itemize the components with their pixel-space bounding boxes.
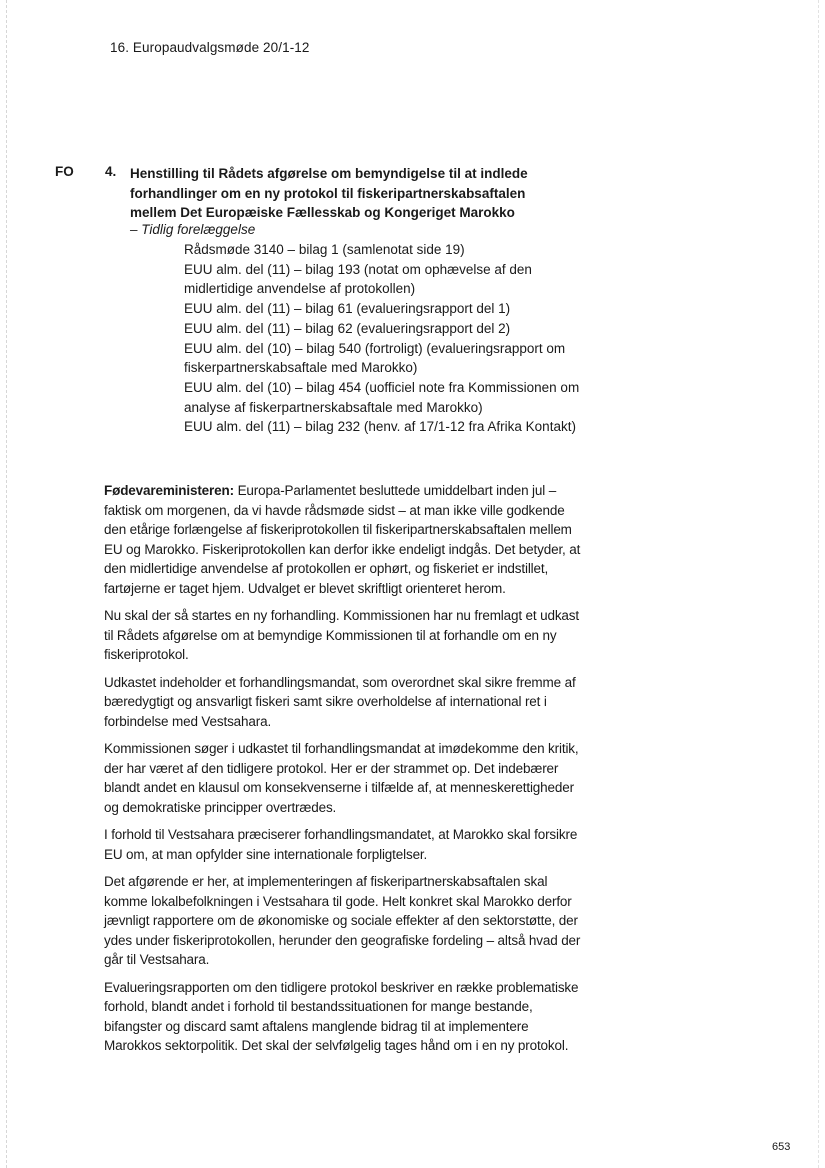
paragraph-text: Europa-Parlamentet besluttede umiddelbart inden jul – faktisk om morgenen, da vi havde rådsmøde sidst – at man ikke ville godkende den etårige forlængelse af fiskeriprotokollen til fiskeripartnerskabsaftalen mellem EU og Marokko. Fiskeriprotokollen kan derfor ikke endeligt indgås. Det betyder, at den midlertidige anvendelse af protokollen er ophørt, og fiskeriet er indstillet, fartøjerne er taget hjem. Udvalget er blevet skriftligt orienteret herom. <box>104 483 581 596</box>
body-paragraph: Kommissionen søger i udkastet til forhandlingsmandat at imødekomme den kritik, der har været af den tidligere protokol. Her er der strammet op. Det indebærer blandt andet en klausul om konsekvenserne i tilfælde af, at menneskerettigheder og demokratiske principper overtrædes. <box>104 741 579 815</box>
body-paragraph <box>104 481 586 598</box>
body-paragraph: I forhold til Vestsahara præciserer forhandlingsmandatet, at Marokko skal forsikre EU om, at man opfylder sine internationale forpligtelser. <box>104 827 578 862</box>
reference-item: Rådsmøde 3140 – bilag 1 (samlenotat side 19) <box>184 242 465 257</box>
reference-item: EUU alm. del (10) – bilag 454 (uofficiel note fra Kommissionen om analyse af fiskerpartnerskabsaftale med Marokko) <box>184 379 580 415</box>
body-paragraph: Det afgørende er her, at implementeringen af fiskeripartnerskabsaftalen skal komme lokalbefolkningen i Vestsahara til gode. Helt konkret skal Marokko derfor jævnligt rapportere om de økonomiske og sociale effekter af den sektorstøtte, der ydes under fiskeriprotokollen, herunder den geografiske fordeling – altså hvad der går til Vestsahara. <box>104 874 581 967</box>
minutes-body <box>104 481 586 1064</box>
item-number: 4. <box>105 164 117 179</box>
scan-edge-left <box>6 0 7 1168</box>
reference-item: EUU alm. del (11) – bilag 232 (henv. af 17/1-12 fra Afrika Kontakt) <box>184 419 576 435</box>
item-tag: FO <box>55 164 74 179</box>
page-number: 653 <box>772 1141 791 1153</box>
scan-edge-right <box>818 0 819 1168</box>
reference-item: EUU alm. del (11) – bilag 193 (notat om ophævelse af den midlertidige anvendelse af protokollen) <box>184 261 532 297</box>
body-paragraph: Udkastet indeholder et forhandlingsmandat, som overordnet skal sikre fremme af bæredygtigt og ansvarligt fiskeri samt sikre overholdelse af international ret i forbindelse med Vestsahara. <box>104 674 576 729</box>
page-header: 16. Europaudvalgsmøde 20/1-12 <box>110 40 310 55</box>
reference-item: EUU alm. del (11) – bilag 62 (evalueringsrapport del 2) <box>184 320 511 336</box>
body-paragraph: Evalueringsrapporten om den tidligere protokol beskriver en række problematiske forhold, blandt andet i forhold til bestandssituationen for mange bestande, bifangster og discard samt aftalens manglende bidrag til at implementere Marokkos sektorpolitik. Det skal der selvfølgelig tages hånd om i en ny protokol. <box>104 979 579 1053</box>
item-title: Henstilling til Rådets afgørelse om bemyndigelse til at indlede forhandlinger om en ny protokol til fiskeripartnerskabsaftalen mellem Det Europæiske Fællesskab og Kongeriget Marokko <box>130 166 528 220</box>
reference-item: EUU alm. del (10) – bilag 540 (fortroligt) (evalueringsrapport om fiskerpartnerskabsaftale med Marokko) <box>184 340 566 376</box>
speaker-name: Fødevareministeren: <box>104 483 234 498</box>
item-subtitle: – Tidlig forelæggelse <box>130 222 256 237</box>
body-paragraph: Nu skal der så startes en ny forhandling. Kommissionen har nu fremlagt et udkast til Rådets afgørelse om at bemyndige Kommissionen til at forhandle om en ny fiskeriprotokol. <box>104 608 579 662</box>
reference-list <box>184 240 604 437</box>
reference-item: EUU alm. del (11) – bilag 61 (evalueringsrapport del 1) <box>184 301 511 317</box>
